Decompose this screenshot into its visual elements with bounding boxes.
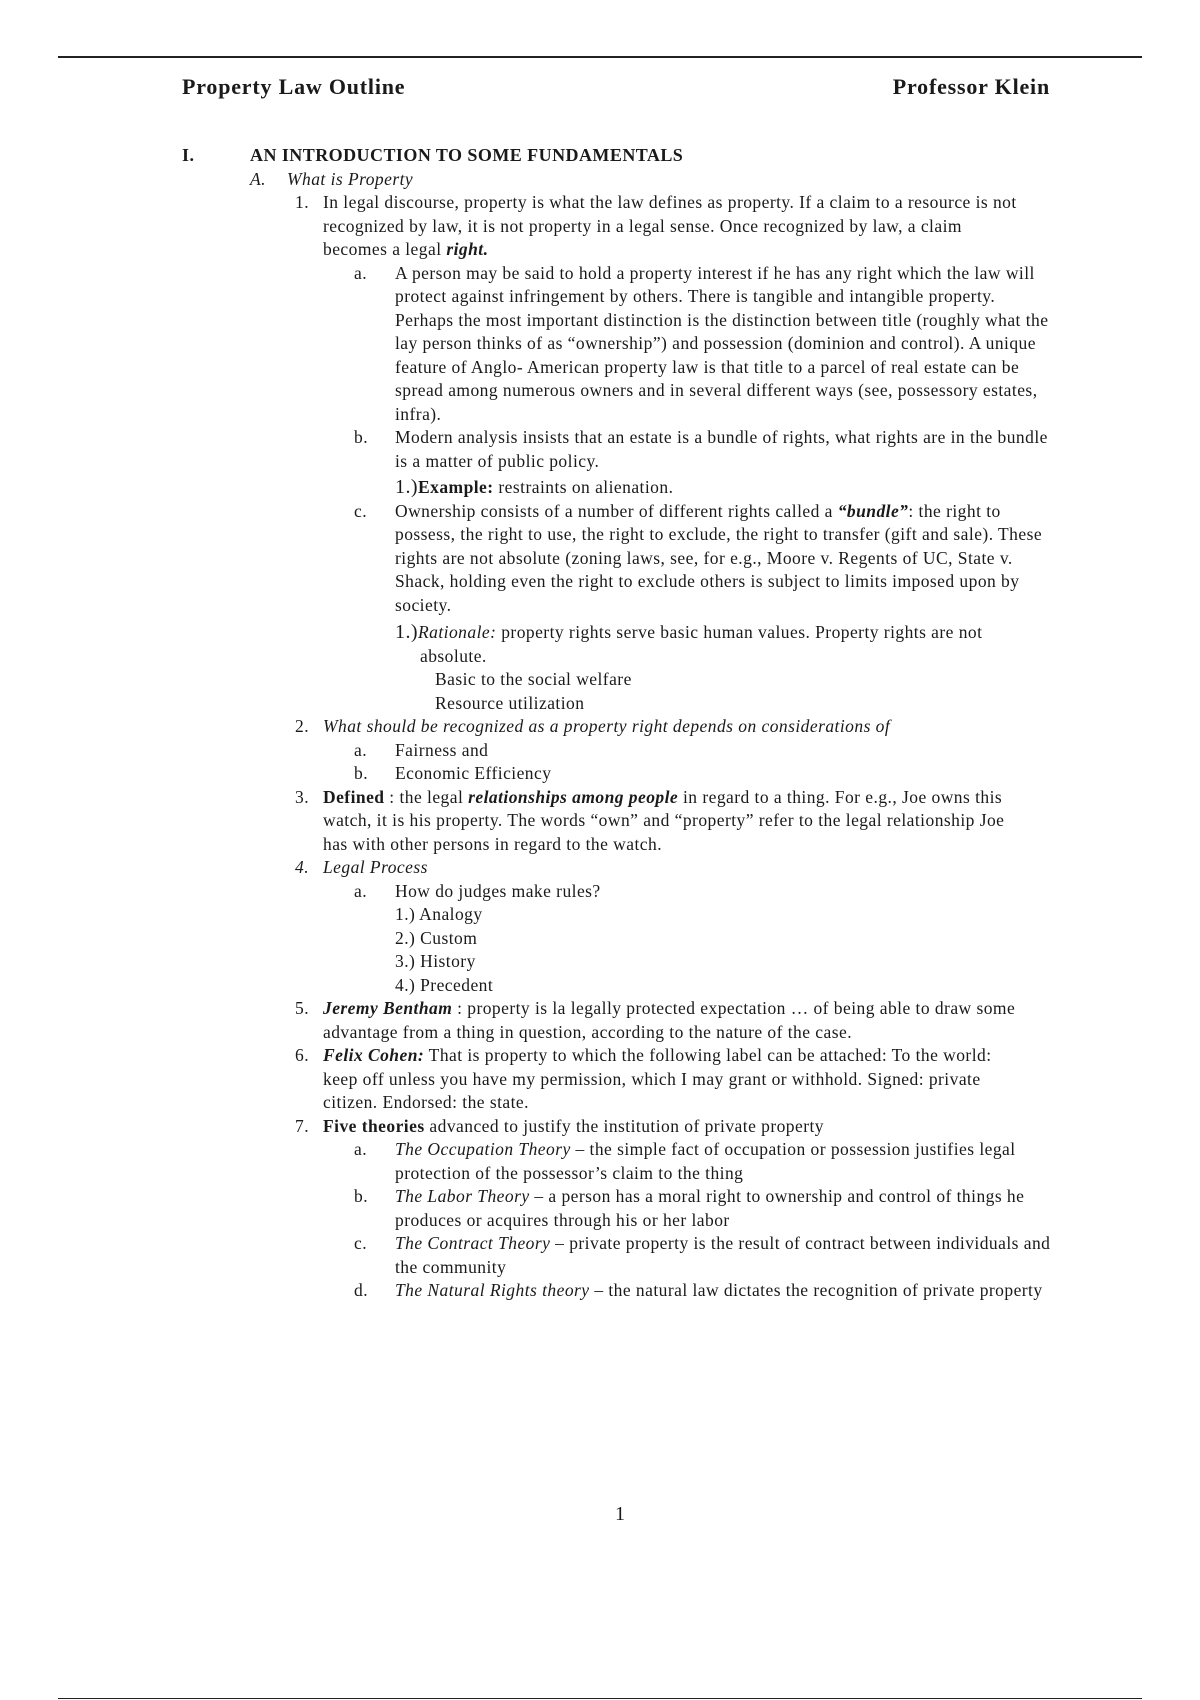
item-number: 3. <box>295 786 310 807</box>
item-letter: b. <box>354 1186 369 1206</box>
item-number: 4. <box>295 857 310 877</box>
rationale-point <box>0 692 1200 716</box>
outline-item-6 <box>0 1044 1023 1115</box>
item-text: : property is la legally protected expectation … of being able to draw some advantage from a thing in question, according to the nature of the case. <box>323 998 1016 1042</box>
list-item-text: 1.) Analogy <box>395 904 483 924</box>
item-letter: a. <box>354 1139 368 1159</box>
outline-item-2a <box>0 739 1051 763</box>
item-text: Ownership consists of a number of different rights called a <box>395 500 838 521</box>
item-text: Legal Process <box>323 857 428 877</box>
outline-item-2b <box>0 762 1051 786</box>
emphasis-relationships: relationships among people <box>468 786 679 807</box>
outline-item-4 <box>0 856 1023 880</box>
item-text: In legal discourse, property is what the law defines as property. If a claim to a resource is not recognized by law, it is not property in a legal sense. Once recognized by law, a claim becomes a legal <box>323 192 1017 259</box>
item-letter: c. <box>354 1233 368 1253</box>
outline-item-1 <box>0 191 1023 262</box>
list-item <box>0 903 1035 927</box>
outline-item-2 <box>0 715 1043 739</box>
professor-name: Professor Klein <box>892 74 1050 99</box>
cohen-label: Felix Cohen: <box>323 1045 425 1065</box>
emphasis-right: right. <box>446 239 489 259</box>
item-text: Fairness and <box>395 739 489 760</box>
outline-item-1a <box>0 262 1051 427</box>
outline-item-3 <box>0 786 1023 857</box>
outline-item-5 <box>0 997 1023 1044</box>
example-label: Example: <box>418 477 494 497</box>
item-text-cont: : the right to possess, the right to use, the right to exclude, the right to transfer (gift and sale). These rights are not absolute (zoning laws, see, for e.g., Moore v. Regents of UC, State v. Shack, holding even the right to exclude others is subject to limits imposed upon by society. <box>395 500 1043 615</box>
list-item <box>0 950 1035 974</box>
rationale-point <box>0 668 1200 692</box>
emphasis-bundle: “bundle” <box>837 500 909 521</box>
item-letter: a. <box>354 262 368 283</box>
rationale-point-text: Basic to the social welfare <box>435 669 632 689</box>
list-item-text: 3.) History <box>395 951 476 971</box>
theory-item <box>0 1138 1051 1185</box>
outline-item-1c-rationale <box>0 621 1032 668</box>
item-text: : the legal <box>384 786 469 807</box>
theory-name: The Contract Theory <box>395 1233 551 1253</box>
item-letter: a. <box>354 739 368 760</box>
defined-label: Defined <box>323 786 385 807</box>
item-number: 5. <box>295 998 310 1018</box>
list-item <box>0 974 1035 998</box>
section-heading <box>0 144 1200 168</box>
subsection-letter: A. <box>250 168 266 189</box>
outline-item-7 <box>0 1115 1023 1139</box>
item-letter: a. <box>354 880 368 901</box>
section-number: I. <box>182 145 195 165</box>
sub-number: 1.) <box>395 621 419 643</box>
list-item-text: 2.) Custom <box>395 927 478 948</box>
theory-text: – a person has a moral right to ownership and control of things he produces or acquires through his or her labor <box>395 1186 1025 1230</box>
outline-body <box>0 144 1200 1303</box>
outline-item-4a <box>0 880 1051 904</box>
theory-text: – the natural law dictates the recognition of private property <box>589 1280 1043 1300</box>
item-letter: c. <box>354 500 368 521</box>
item-text: What should be recognized as a property right depends on considerations of <box>323 716 891 736</box>
rationale-text: property rights serve basic human values. Property rights are not absolute. <box>420 622 983 666</box>
item-text: A person may be said to hold a property interest if he has any right which the law will protect against infringement by others. There is tangible and intangible property. Perhaps the most important distinction is the distinction between title (roughly what the lay person thinks of as “ownership”) and possession (dominion and control). A unique feature of Anglo- American property law is that title to a parcel of real estate can be spread among numerous owners and in several different ways (see, possessory estates, infra). <box>395 262 1049 424</box>
item-text: That is property to which the following label can be attached: To the world: keep off unless you have my permission, which I may grant or withhold. Signed: private citizen. Endorsed: the state. <box>323 1045 992 1112</box>
theory-name: The Labor Theory <box>395 1186 530 1206</box>
theory-name: The Natural Rights theory <box>395 1280 590 1300</box>
list-item <box>0 927 1035 951</box>
item-letter: b. <box>354 427 369 447</box>
item-text: advanced to justify the institution of private property <box>424 1115 825 1136</box>
subsection-heading <box>0 168 1200 192</box>
page-header <box>182 74 1050 104</box>
document-title: Property Law Outline <box>182 74 406 99</box>
subsection-title: What is Property <box>287 168 414 189</box>
theory-text: – the simple fact of occupation or possession justifies legal protection of the possessor’s claim to the thing <box>395 1139 1016 1183</box>
outline-item-1c <box>0 500 1051 618</box>
rationale-label: Rationale: <box>418 622 497 642</box>
example-text: restraints on alienation. <box>493 477 674 497</box>
item-number: 1. <box>295 192 310 212</box>
rationale-point-text: Resource utilization <box>435 692 585 713</box>
top-rule <box>58 56 1142 58</box>
theory-text: – private property is the result of contract between individuals and the community <box>395 1233 1051 1277</box>
item-letter: b. <box>354 763 369 783</box>
sub-number: 1.) <box>395 476 419 498</box>
outline-item-1b-example <box>0 476 1035 500</box>
item-text: Economic Efficiency <box>395 763 552 783</box>
list-item-text: 4.) Precedent <box>395 974 494 995</box>
theory-name: The Occupation Theory <box>395 1139 571 1159</box>
theories-label: Five theories <box>323 1115 425 1136</box>
bottom-rule <box>58 1698 1142 1699</box>
theory-item <box>0 1232 1051 1279</box>
item-number: 6. <box>295 1045 310 1065</box>
item-text: How do judges make rules? <box>395 880 601 901</box>
item-letter: d. <box>354 1280 369 1300</box>
item-text: Modern analysis insists that an estate is a bundle of rights, what rights are in the bundle is a matter of public policy. <box>395 427 1048 471</box>
theory-item <box>0 1279 1051 1303</box>
outline-item-1b <box>0 426 1051 473</box>
item-text-cont: in regard to a thing. For e.g., Joe owns this watch, it is his property. The words “own” and “property” refer to the legal relationship Joe has with other persons in regard to the watch. <box>323 786 1005 854</box>
section-title: AN INTRODUCTION TO SOME FUNDAMENTALS <box>250 145 684 165</box>
item-number: 7. <box>295 1115 310 1136</box>
item-number: 2. <box>295 716 310 736</box>
bentham-label: Jeremy Bentham <box>323 998 453 1018</box>
page-number: 1 <box>615 1503 625 1525</box>
theory-item <box>0 1185 1051 1232</box>
